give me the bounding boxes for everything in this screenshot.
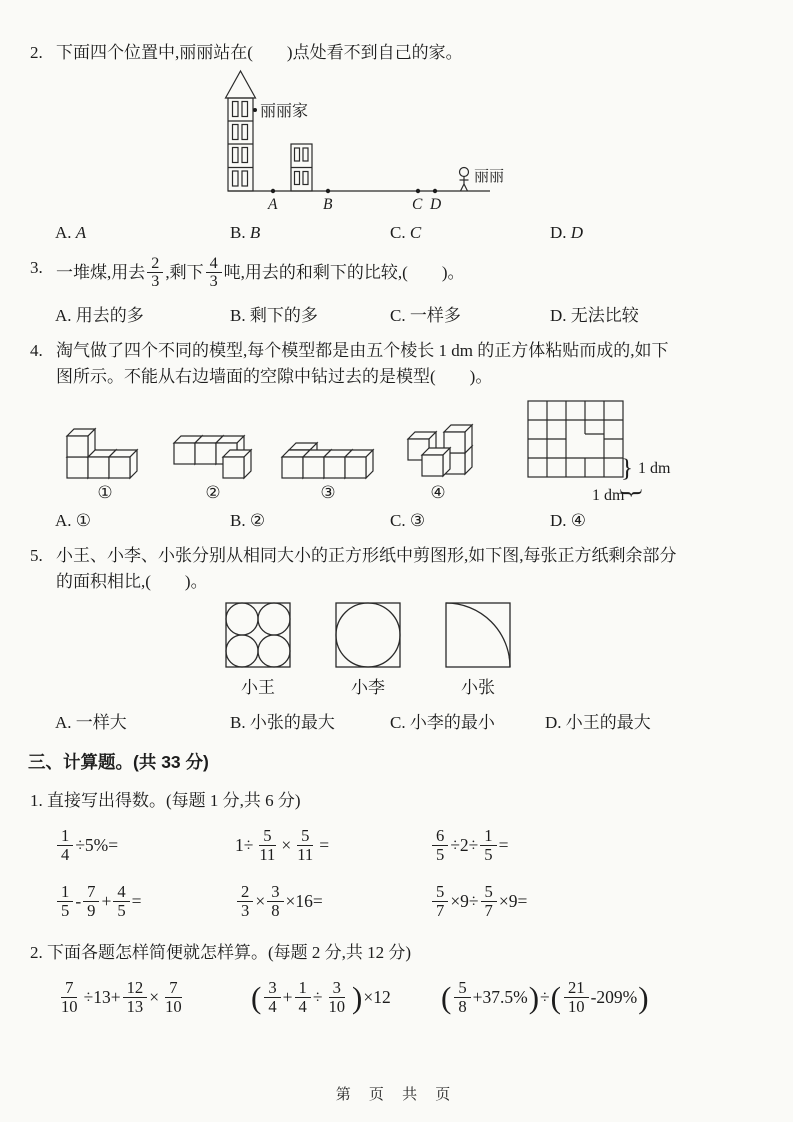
fraction: $\frac{7}{10}$ bbox=[165, 978, 182, 1017]
xiaowang-label: 小王 bbox=[241, 678, 275, 698]
fraction: $\frac{1}{5}$ bbox=[480, 827, 496, 865]
fraction: $\frac{7}{10}$ bbox=[61, 978, 78, 1017]
expression: $\frac{5}{7}$ ×9÷ $\frac{5}{7}$ ×9= bbox=[430, 883, 763, 921]
xiaoli-label: 小李 bbox=[351, 678, 385, 698]
q5-options bbox=[30, 708, 763, 733]
fraction: $\frac{5}{11}$ bbox=[297, 826, 314, 865]
person-figure bbox=[460, 167, 469, 176]
option-d: D. D bbox=[550, 222, 584, 242]
question-2 bbox=[30, 40, 763, 66]
question-3 bbox=[30, 255, 763, 292]
bottom-brace: } bbox=[618, 487, 645, 500]
question-number: 4. bbox=[30, 341, 43, 361]
question-text: 小王、小李、小张分别从相同大小的正方形纸中剪图形,如下图,每张正方纸剩余部分 的面积相比,( )。 bbox=[56, 546, 677, 591]
side-brace: } bbox=[621, 455, 633, 483]
simplify-row bbox=[30, 979, 763, 1017]
xiaoli-figure bbox=[335, 602, 401, 698]
question-5 bbox=[30, 543, 763, 594]
fraction: $\frac{2}{3}$ bbox=[147, 255, 163, 292]
question-text: 一堆煤,用去 $\frac{2}{3}$ ,剩下 $\frac{4}{3}$ 吨,用去的和剩下的比较,( )。 bbox=[56, 254, 465, 291]
expression: ( $\frac{5}{8}$ +37.5% ) ÷ ( $\frac{21}{10}$ -209% ) bbox=[441, 978, 649, 1017]
question-number: 3. bbox=[30, 257, 43, 277]
xiaowang-figure bbox=[225, 602, 291, 698]
xiaozhang-figure bbox=[445, 602, 511, 698]
expression: ( $\frac{3}{4}$ + $\frac{1}{4}$ ÷ $\frac{3}{10}$ ) ×12 bbox=[251, 978, 391, 1017]
option-b: B. B bbox=[230, 222, 261, 242]
cube-models-row bbox=[64, 399, 763, 503]
point-b-label: B bbox=[323, 195, 333, 213]
option-c: C. ③ bbox=[390, 511, 426, 531]
option-d: D. 小王的最大 bbox=[545, 713, 651, 733]
option-a: A. A bbox=[55, 222, 87, 242]
option-d: D. 无法比较 bbox=[550, 306, 639, 326]
paper-figures-row bbox=[225, 602, 763, 698]
s3-q2-heading: 2. 下面各题怎样简便就怎样算。(每题 2 分,共 12 分) bbox=[30, 943, 412, 963]
section-3-title: 三、计算题。(共 33 分) bbox=[28, 752, 209, 773]
option-c: C. 一样多 bbox=[390, 306, 461, 326]
fraction: $\frac{5}{11}$ bbox=[259, 826, 276, 865]
point-a-dot bbox=[271, 188, 275, 192]
expression: $\frac{6}{5}$ ÷2÷ $\frac{1}{5}$ = bbox=[430, 827, 763, 865]
fraction: $\frac{3}{8}$ bbox=[267, 883, 283, 921]
calc-row-1 bbox=[30, 827, 763, 865]
option-a: A. 一样大 bbox=[55, 713, 127, 733]
tall-building-roof bbox=[226, 71, 256, 98]
option-c: C. C bbox=[390, 222, 422, 242]
q4-options bbox=[30, 511, 763, 531]
fraction: $\frac{21}{10}$ bbox=[564, 979, 589, 1017]
expression: $\frac{7}{10}$ ÷13+ $\frac{12}{13}$ × $\frac{7}{10}$ bbox=[55, 979, 250, 1017]
xiaozhang-label: 小张 bbox=[461, 678, 495, 698]
q2-options bbox=[30, 223, 763, 243]
fraction: $\frac{2}{3}$ bbox=[237, 883, 253, 921]
option-c: C. 小李的最小 bbox=[390, 713, 495, 733]
point-d-label: D bbox=[430, 195, 442, 213]
cube-model-4-figure bbox=[402, 410, 474, 480]
wall-grid-figure bbox=[526, 399, 678, 503]
option-b: B. ② bbox=[230, 511, 266, 531]
cube-model-3 bbox=[280, 416, 376, 503]
point-c-label: C bbox=[412, 195, 423, 213]
fraction: $\frac{1}{4}$ bbox=[295, 979, 311, 1017]
point-a-label: A bbox=[268, 195, 278, 213]
fraction: $\frac{4}{5}$ bbox=[113, 883, 129, 921]
cube-model-3-figure bbox=[280, 416, 376, 480]
point-b-dot bbox=[326, 188, 330, 192]
wall-bottom-label: 1 dm bbox=[592, 487, 625, 504]
wall-side-label: 1 dm bbox=[638, 460, 671, 478]
model-2-label: ② bbox=[205, 483, 221, 503]
point-c-dot bbox=[416, 188, 420, 192]
fraction: $\frac{5}{8}$ bbox=[454, 979, 470, 1017]
fraction: $\frac{5}{7}$ bbox=[481, 883, 497, 921]
option-d: D. ④ bbox=[550, 511, 587, 531]
question-4 bbox=[30, 338, 763, 389]
question-text: 下面四个位置中,丽丽站在( )点处看不到自己的家。 bbox=[56, 43, 463, 62]
expression: 1÷ $\frac{5}{11}$ × $\frac{5}{11}$ = bbox=[235, 826, 330, 865]
fraction: $\frac{7}{9}$ bbox=[83, 883, 99, 921]
fraction: $\frac{12}{13}$ bbox=[123, 979, 148, 1017]
buildings-scene-figure bbox=[198, 68, 528, 216]
question-number: 2. bbox=[30, 43, 43, 62]
option-a: A. 用去的多 bbox=[55, 306, 144, 326]
home-dot bbox=[253, 108, 257, 112]
option-a: A. ① bbox=[55, 511, 92, 531]
person-label: 丽丽 bbox=[474, 168, 505, 185]
point-d-dot bbox=[433, 188, 437, 192]
home-label: 丽丽家 bbox=[260, 102, 309, 120]
cube-model-1 bbox=[64, 416, 146, 503]
fraction: $\frac{1}{4}$ bbox=[57, 827, 73, 865]
expression: $\frac{2}{3}$ × $\frac{3}{8}$ ×16= bbox=[235, 883, 430, 921]
question-text: 淘气做了四个不同的模型,每个模型都是由五个棱长 1 dm 的正方体粘贴而成的,如下 图所示。不能从右边墙面的空隙中钻过去的是模型( )。 bbox=[56, 341, 669, 386]
expression: $\frac{1}{4}$ ÷5%= bbox=[55, 827, 235, 865]
fraction: $\frac{5}{7}$ bbox=[432, 883, 448, 921]
calc-row-2 bbox=[30, 883, 763, 921]
fraction: $\frac{3}{10}$ bbox=[328, 978, 346, 1017]
s3-q1-heading: 1. 直接写出得数。(每题 1 分,共 6 分) bbox=[30, 791, 301, 811]
question-number: 5. bbox=[30, 546, 43, 566]
wall-figure-wrap bbox=[526, 399, 678, 503]
model-1-label: ① bbox=[97, 483, 113, 503]
page-footer: 第 页 共 页 bbox=[335, 1086, 458, 1103]
cube-model-4 bbox=[402, 410, 474, 503]
cube-model-2-figure bbox=[172, 416, 254, 480]
option-b: B. 剩下的多 bbox=[230, 306, 318, 326]
cube-model-1-figure bbox=[64, 416, 146, 480]
model-3-label: ③ bbox=[320, 483, 336, 503]
option-b: B. 小张的最大 bbox=[230, 713, 335, 733]
cube-model-2 bbox=[172, 416, 254, 503]
model-4-label: ④ bbox=[430, 483, 446, 503]
fraction: $\frac{3}{4}$ bbox=[264, 979, 280, 1017]
fraction: $\frac{4}{3}$ bbox=[206, 255, 222, 292]
q3-options bbox=[30, 301, 763, 326]
fraction: $\frac{1}{5}$ bbox=[57, 883, 73, 921]
expression: $\frac{1}{5}$ - $\frac{7}{9}$ + $\frac{4}{5}$ = bbox=[55, 883, 235, 921]
fraction: $\frac{6}{5}$ bbox=[432, 827, 448, 865]
